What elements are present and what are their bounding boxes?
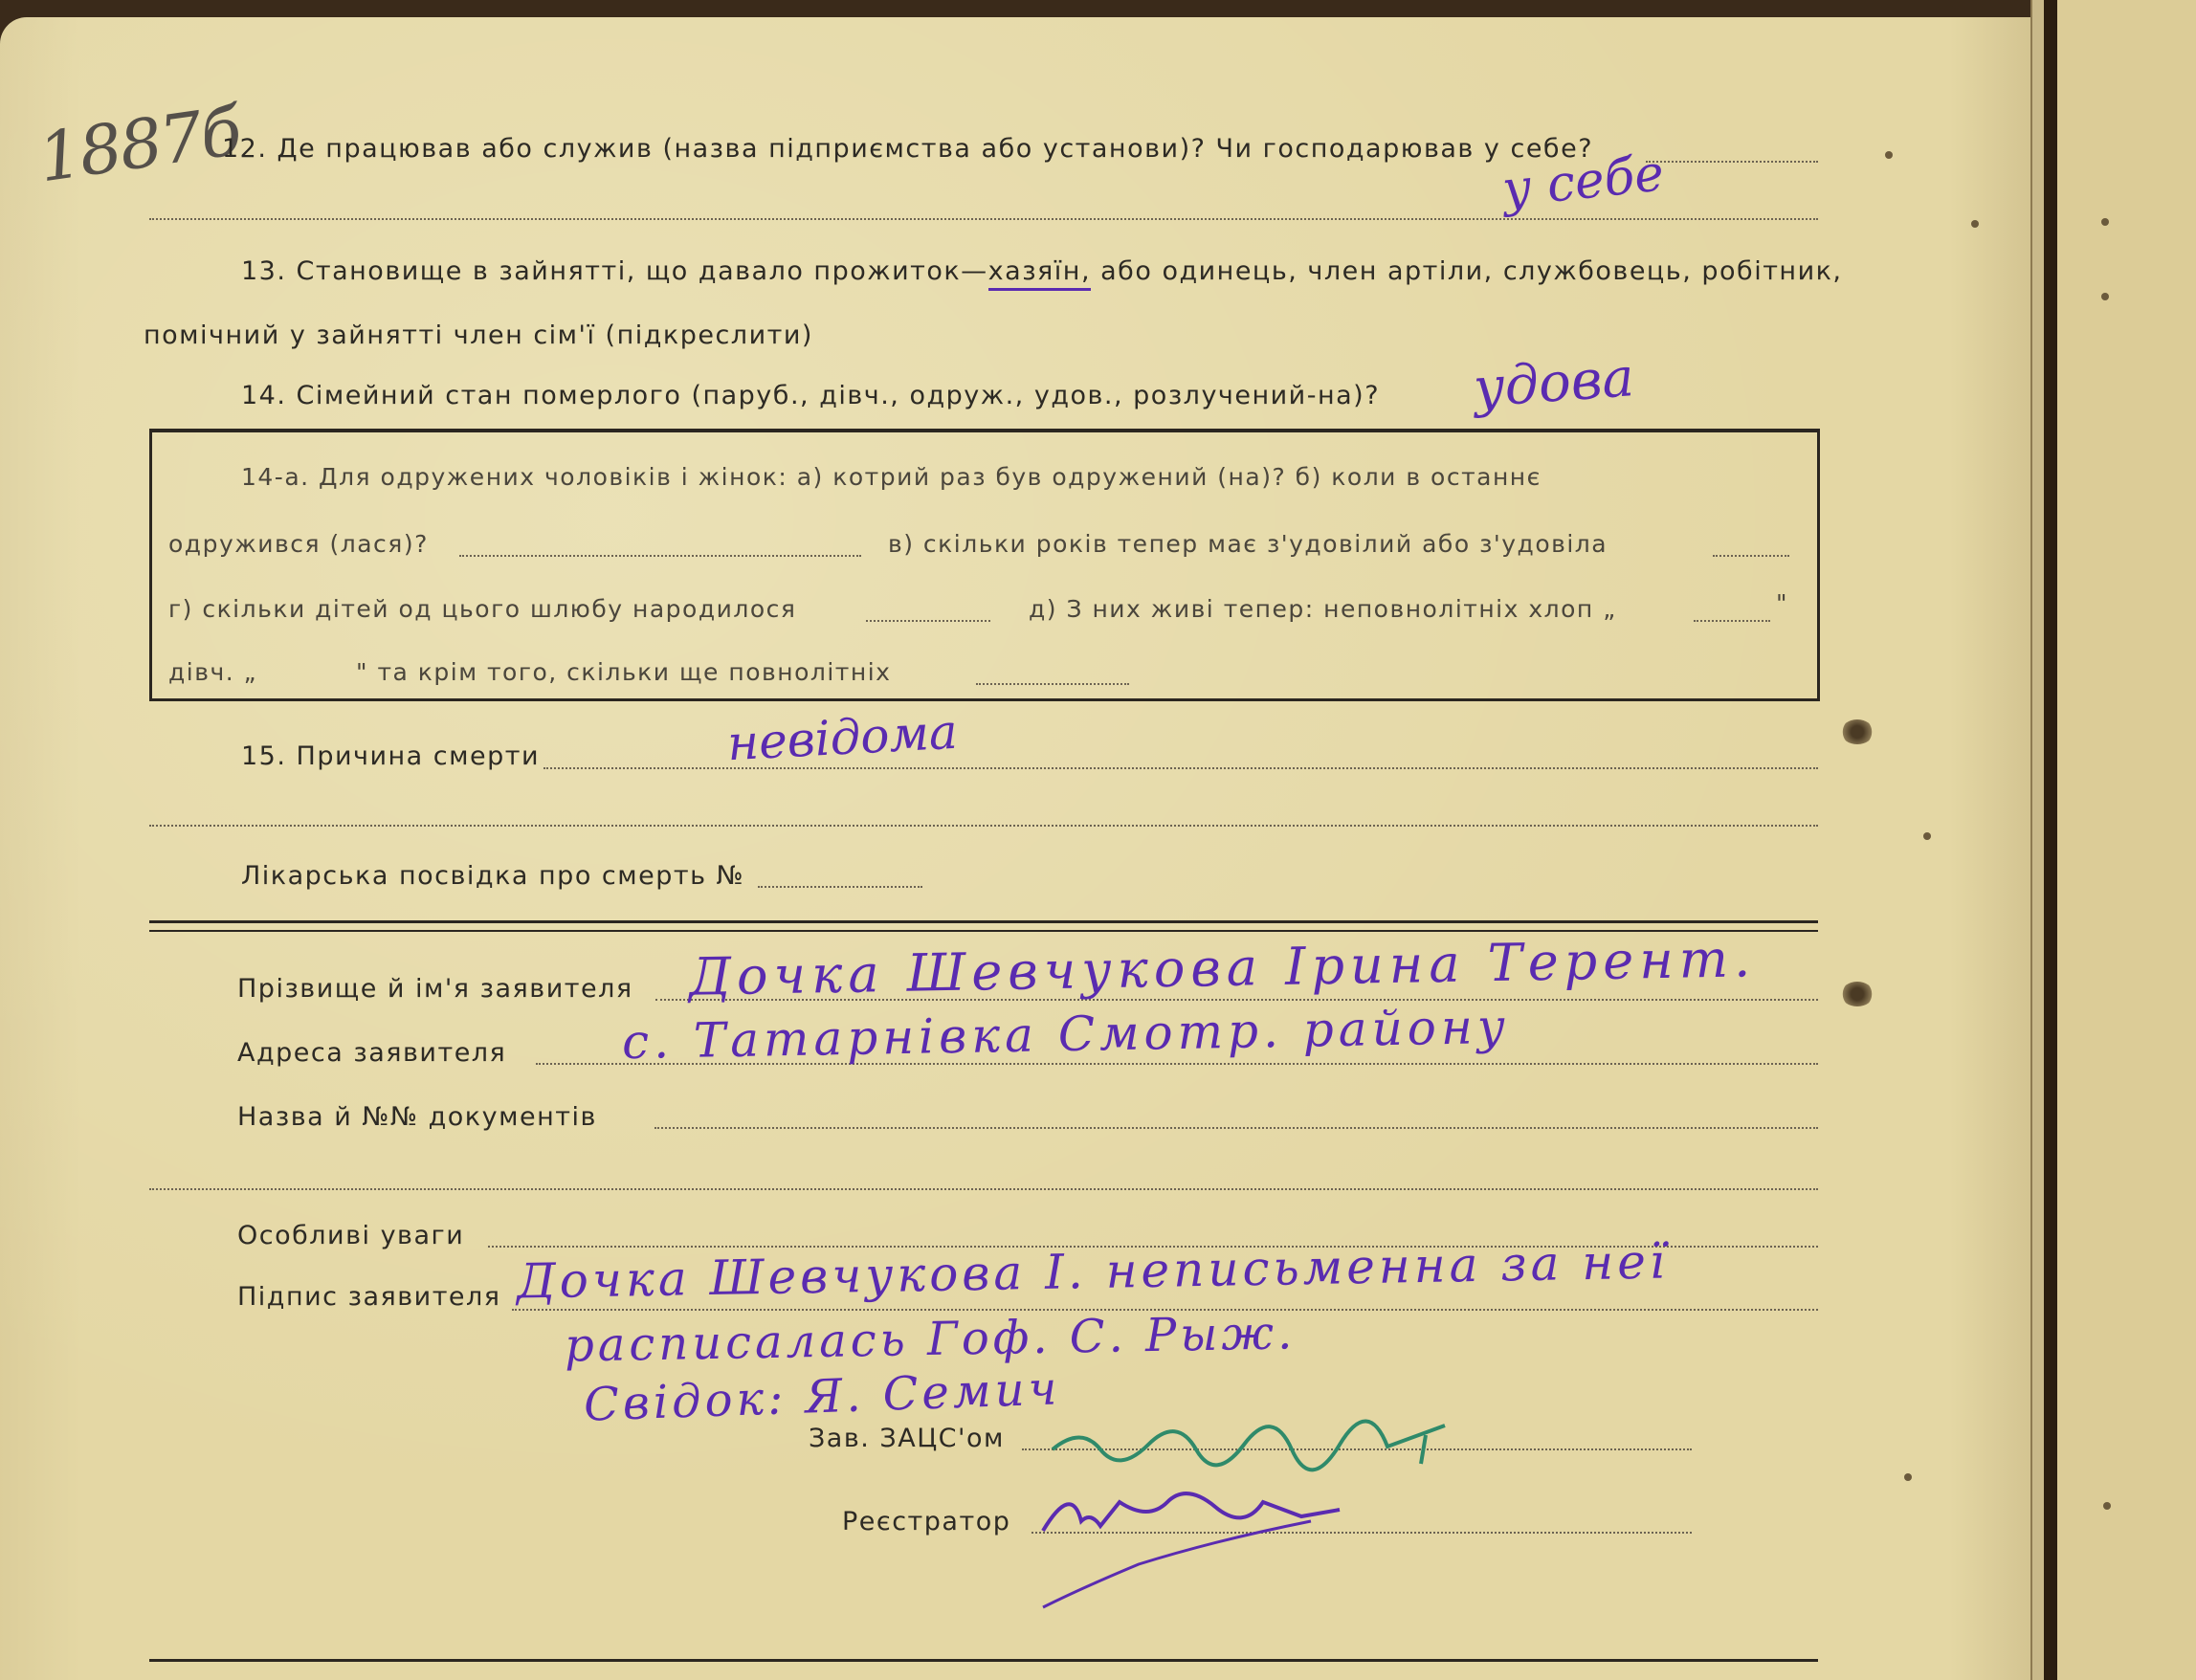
applicant-address-answer: с. Татарнівка Смотр. району [621, 998, 1511, 1071]
q12-dotted-line-2 [149, 218, 1818, 220]
signature-handwritten-line2: расписалась Гоф. С. Рыж. [564, 1306, 1297, 1373]
q14a-line2b: в) скільки років тепер має з'удовілий або з'удовіла [888, 530, 1608, 558]
paper-speck [2101, 218, 2109, 226]
paper-speck [1885, 151, 1893, 159]
paper-speck [1971, 220, 1979, 228]
signature-label: Підпис заявителя [237, 1282, 501, 1312]
q14a-dots-3 [866, 620, 990, 622]
q12-answer: у себе [1499, 144, 1667, 219]
q14a-dots-1 [459, 555, 861, 557]
q14a-line3c: " [1776, 589, 1788, 617]
q13-label-post: або одинець, член артіли, службовець, робітник, [1100, 256, 1843, 286]
paper-speck [2101, 293, 2109, 300]
medical-dotted-line [758, 886, 922, 888]
signature-handwritten-line1: Дочка Шевчукова І. неписьменна за неї [516, 1233, 1670, 1310]
registrar-signature-scribble [1024, 1473, 1368, 1617]
q15-dotted-line-2 [149, 825, 1818, 827]
adjacent-page [2057, 0, 2196, 1680]
applicant-name-answer: Дочка Шевчукова Ірина Терент. [688, 928, 1757, 1007]
documents-dotted-line [654, 1127, 1818, 1129]
paper-speck [1923, 832, 1931, 840]
q14-label: 14. Сімейний стан померлого (паруб., дівч., одруж., удов., розлучений-на)? [241, 381, 1381, 410]
signature-handwritten-line3: Свідок: Я. Семич [583, 1361, 1062, 1432]
q14-answer: удова [1471, 346, 1636, 420]
documents-label: Назва й №№ документів [237, 1102, 597, 1132]
head-signature-scribble [1043, 1406, 1464, 1473]
applicant-address-label: Адреса заявителя [237, 1038, 507, 1068]
q14a-line4a: дівч. „ [168, 658, 258, 686]
head-label: Зав. ЗАЦС'ом [809, 1424, 1005, 1453]
q14a-line2a: одружився (лася)? [168, 530, 429, 558]
q13-label-line2: помічний у зайнятті член сім'ї (підкреслити) [144, 321, 813, 350]
q13-underlined-option: хазяїн, [988, 256, 1091, 291]
registrar-label: Реєстратор [842, 1507, 1011, 1536]
q14a-line3a: г) скільки дітей од цього шлюбу народилося [168, 595, 797, 623]
q14a-line4b: " та крім того, скільки ще повнолітніх [356, 658, 892, 686]
book-gutter [2044, 0, 2057, 1680]
q14a-dots-5 [976, 683, 1129, 685]
q12-dotted-line [1646, 161, 1818, 163]
separator-rule-1 [149, 920, 1818, 923]
bottom-rule [149, 1659, 1818, 1662]
q13-label-pre: 13. Становище в зайнятті, що давало прожиток— [241, 256, 988, 286]
q15-answer: невідома [725, 703, 960, 772]
q15-label: 15. Причина смерти [241, 741, 541, 771]
q13-label [241, 256, 1843, 286]
binding-hole [1841, 719, 1874, 744]
q12-label: 12. Де працював або служив (назва підприємства або установи)? Чи господарював у себе? [222, 134, 1594, 164]
medical-label: Лікарська посвідка про смерть № [241, 861, 745, 891]
notes-label: Особливі уваги [237, 1221, 465, 1250]
paper-speck [1904, 1473, 1912, 1481]
q14a-line1: 14-а. Для одружених чоловіків і жінок: а) котрий раз був одружений (на)? б) коли в останнє [241, 463, 1542, 491]
archive-number: 1887б [33, 91, 245, 198]
q14a-line3b: д) З них живі тепер: неповнолітніх хлоп „ [1029, 595, 1617, 623]
q14a-dots-2 [1713, 555, 1789, 557]
q14a-dots-4 [1694, 620, 1770, 622]
applicant-name-label: Прізвище й ім'я заявителя [237, 974, 633, 1004]
paper-speck [2103, 1502, 2111, 1510]
documents-dotted-line-2 [149, 1188, 1818, 1190]
binding-hole [1841, 982, 1874, 1006]
